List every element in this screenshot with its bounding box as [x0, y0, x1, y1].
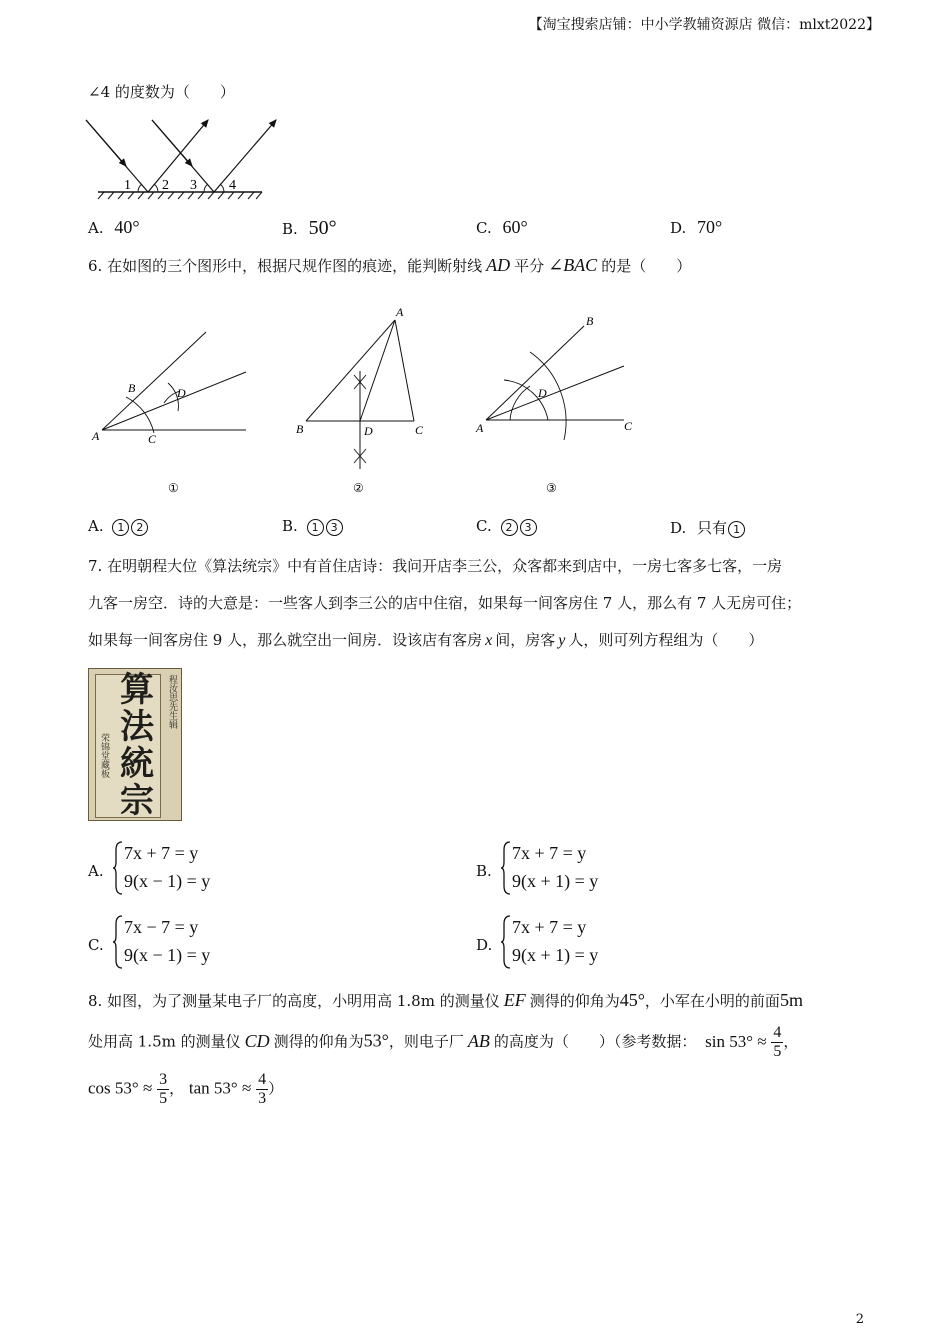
book-title-char: 宗: [120, 781, 154, 821]
fig2-label-d: D: [364, 424, 373, 438]
sin-fraction: $\frac{4}{5}$: [773, 1024, 782, 1060]
brace-icon: [112, 840, 124, 896]
fig2-label-b: B: [296, 422, 304, 436]
fig3-label-b: B: [586, 314, 594, 328]
q5-option-a[interactable]: A. 40°: [88, 217, 140, 237]
q6-question-text: 6. 在如图的三个图形中，根据尺规作图的痕迹，能判断射线 AD 平分 ∠BAC 的是（ ）: [88, 255, 692, 275]
angle-3-label: 3: [190, 178, 197, 193]
q6-figure-3: [470, 308, 645, 498]
q6-option-d[interactable]: D. 只有 1: [670, 517, 746, 538]
fig2-caption: ②: [353, 481, 364, 495]
q5-option-b[interactable]: B. 50°: [282, 217, 337, 239]
q5-option-d[interactable]: D. 70°: [670, 217, 723, 237]
fig1-label-d: D: [177, 386, 186, 400]
q7-line-2: 九客一房空．诗的大意是：一些客人到李三公的店中住宿，如果每一间客房住 7 人，那么有 7 人无房可住；: [88, 594, 802, 612]
cos-fraction: $\frac{3}{5}$: [159, 1071, 168, 1107]
page-header: 【淘宝搜索店铺：中小学教辅资源店 微信：mlxt2022】: [528, 17, 880, 33]
q7-option-c-label[interactable]: C.: [88, 936, 104, 954]
book-title-char: 統: [120, 744, 154, 784]
tan-fraction: $\frac{4}{3}$: [258, 1071, 267, 1107]
fig1-label-b: B: [128, 381, 136, 395]
book-side-left: 荣锦堂藏板: [99, 733, 109, 778]
q8-line-3: cos 53° ≈ $\frac{3}{5}$ ， tan 53° ≈ $\frac{4}{3}$ ）: [88, 1071, 284, 1107]
book-side-right: 程汝思先生辑: [167, 675, 177, 729]
q7-option-d-system[interactable]: 7x + 7 = y 9(x + 1) = y: [500, 914, 640, 970]
fig1-label-c: C: [148, 432, 157, 446]
fig2-label-c: C: [415, 423, 424, 437]
fig1-caption: ①: [168, 481, 179, 495]
q6-figure-1: [88, 325, 253, 500]
angle-1-label: 1: [124, 178, 131, 193]
q8-line-2: 处用高 1.5m 的测量仪 CD 测得的仰角为53°，则电子厂 AB 的高度为（ ）（参考数据： sin 53° ≈ $\frac{4}{5}$ ，: [88, 1024, 799, 1060]
q7-option-c-system[interactable]: 7x − 7 = y 9(x − 1) = y: [112, 914, 252, 970]
q7-line-1: 7. 在明朝程大位《算法统宗》中有首住店诗：我问开店李三公，众客都来到店中，一房七客多七客，一房: [88, 557, 783, 575]
q8-line-1: 8. 如图，为了测量某电子厂的高度，小明用高 1.8m 的测量仪 EF 测得的仰角为45°，小军在小明的前面5m: [88, 990, 803, 1010]
angle-2-label: 2: [162, 178, 169, 193]
q6-option-b[interactable]: B. 1 3: [282, 517, 344, 536]
q5-reflection-figure: [84, 113, 284, 203]
page-number: 2: [855, 1312, 864, 1327]
fig3-caption: ③: [546, 481, 557, 495]
q5-question-text: ∠4 的度数为（ ）: [88, 83, 235, 101]
book-title-char: 法: [120, 707, 154, 747]
q7-option-a-system[interactable]: 7x + 7 = y 9(x − 1) = y: [112, 840, 252, 896]
fig1-label-a: A: [92, 429, 100, 443]
q5-option-c[interactable]: C. 60°: [476, 217, 528, 237]
fig3-label-a: A: [476, 421, 484, 435]
angle-4-label: 4: [229, 178, 236, 193]
fig3-label-d: D: [538, 386, 547, 400]
fig2-label-a: A: [396, 305, 404, 319]
q7-option-b-system[interactable]: 7x + 7 = y 9(x + 1) = y: [500, 840, 640, 896]
brace-icon: [500, 914, 512, 970]
fig3-label-c: C: [624, 419, 633, 433]
brace-icon: [500, 840, 512, 896]
q7-option-a-label[interactable]: A.: [88, 862, 104, 880]
q6-option-a[interactable]: A. 1 2: [88, 517, 149, 536]
q6-figure-2: [290, 303, 440, 498]
book-title-char: 算: [120, 670, 154, 710]
q7-option-d-label[interactable]: D.: [476, 936, 493, 954]
brace-icon: [112, 914, 124, 970]
q7-option-b-label[interactable]: B.: [476, 862, 492, 880]
q6-option-c[interactable]: C. 2 3: [476, 517, 538, 536]
suanfa-tongzong-book-image: [88, 668, 182, 821]
q7-line-3: 如果每一间客房住 9 人，那么就空出一间房．设该店有客房 x 间，房客 y 人，则可列方程组为（ ）: [88, 631, 764, 649]
